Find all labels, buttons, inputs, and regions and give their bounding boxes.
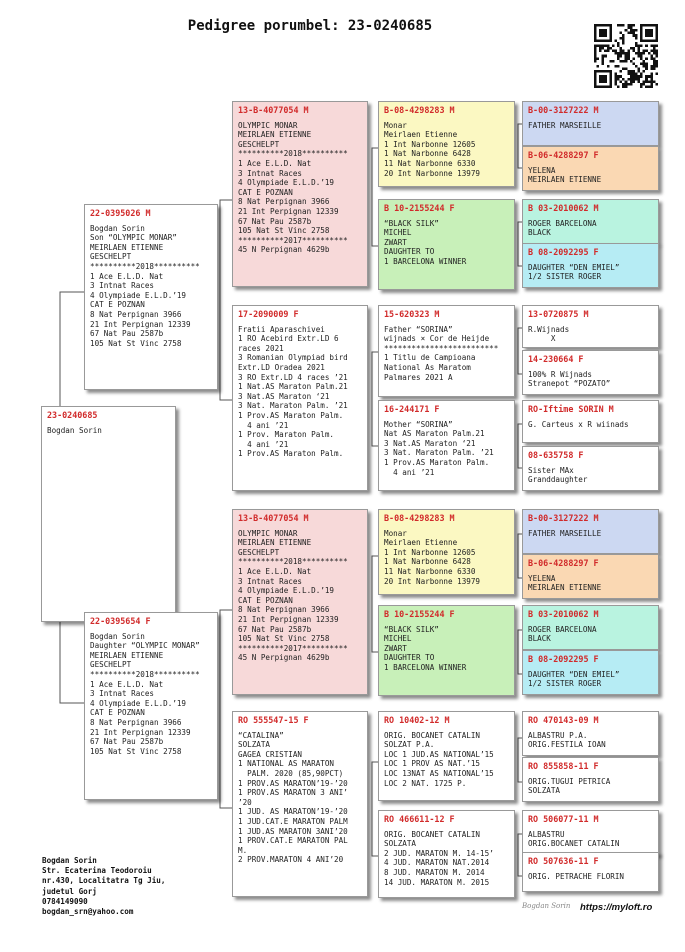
pigeon-details [384, 625, 510, 673]
pigeon-detail-line: ORIG. PETRACHE FLORIN [528, 871, 625, 881]
gen4-card-9[interactable] [522, 509, 659, 554]
pigeon-detail-line: 14 JUD. MARATON M. 2015 [384, 877, 490, 887]
pigeon-detail-line: ZWART [384, 237, 407, 247]
dam-ring-number: 22-0395654 F [90, 616, 151, 626]
pigeon-detail-line: 105 Nat St Vinc 2758 [90, 746, 182, 756]
pigeon-detail-line: 1 PROV.AS MARATON’19-’20 [238, 778, 348, 788]
pigeon-detail-line: ZWART [384, 643, 407, 653]
pigeon-detail-line: **********2018********** [90, 669, 200, 679]
ring-number: B-00-3127222 M [528, 513, 599, 523]
pigeon-details [238, 529, 363, 663]
pigeon-detail-line: 8 Nat Perpignan 3966 [238, 197, 330, 207]
pigeon-detail-line: 1/2 SISTER ROGER [528, 272, 602, 282]
pigeon-detail-line: 1 PROV.AS MARATON 3 ANI’ [238, 788, 348, 798]
pigeon-detail-line: MEIRLAEN ETIENNE [528, 175, 602, 185]
pigeon-details [528, 121, 654, 131]
pigeon-details [528, 731, 654, 750]
pigeon-detail-line: 1 Ace E.L.D. Nat [238, 158, 312, 168]
pigeon-detail-line: MEIRLAEN ETIENNE [528, 583, 602, 593]
pigeon-detail-line: 4 Olympiade E.L.D.’19 [90, 698, 187, 708]
pigeon-detail-line: YELENA [528, 165, 556, 175]
ring-number: 13-B-4077054 M [238, 513, 309, 523]
ring-number: 08-635758 F [528, 450, 584, 460]
pigeon-detail-line: CAT E POZNAN [238, 595, 293, 605]
dam-details [90, 632, 213, 757]
pigeon-detail-line: 3 Romanian Olympiad bird [238, 353, 348, 363]
pigeon-detail-line: 1 JUD.CAT.E MARATON PALM [238, 816, 348, 826]
ring-number: 13-B-4077054 M [238, 105, 309, 115]
pigeon-detail-line: Son “OLYMPIC MONAR” [90, 233, 177, 243]
pigeon-detail-line: LOC 2 NAT. 1725 P. [384, 778, 467, 788]
pigeon-detail-line: ORIG.TUGUI PETRICA [528, 776, 611, 786]
pigeon-detail-line: 3 Nat.AS Maraton ‘21 [384, 438, 476, 448]
pigeon-detail-line: 67 Nat Pau 2587b [90, 737, 164, 747]
pigeon-detail-line: 4 ani ’21 [238, 439, 289, 449]
pigeon-detail-line: “CATALINA” [238, 730, 284, 740]
gen4-card-16[interactable] [522, 852, 659, 892]
pigeon-detail-line: 8 Nat Perpignan 3966 [238, 605, 330, 615]
pigeon-detail-line: races 2021 [238, 343, 284, 353]
pigeon-detail-line: PALM. 2020 (85,90PCT) [238, 768, 344, 778]
pigeon-detail-line: BLACK [528, 634, 551, 644]
gen3-card-3[interactable] [378, 305, 515, 397]
pigeon-detail-line: 100% R Wijnads [528, 369, 593, 379]
ring-number: B 10-2155244 F [384, 609, 455, 619]
pigeon-detail-line: 1/2 SISTER ROGER [528, 679, 602, 689]
pigeon-detail-line: **********2017********** [238, 235, 348, 245]
pigeon-detail-line: 3 RO Extr.LD 4 races ’21 [238, 372, 348, 382]
pigeon-detail-line: SOLZATA [528, 786, 561, 796]
dam-card[interactable] [84, 612, 218, 800]
pigeon-detail-line: M. [238, 845, 248, 855]
pigeon-detail-line: 45 N Perpignan 4629b [238, 653, 330, 663]
ring-number: RO 855858-11 F [528, 761, 599, 771]
gen3-card-8[interactable] [378, 810, 515, 898]
pigeon-details [384, 121, 510, 179]
grandsire-maternal-card[interactable] [232, 509, 368, 695]
gen3-card-1[interactable] [378, 101, 515, 187]
pigeon-detail-line: 1 Nat.AS Maraton Palm.21 [238, 382, 348, 392]
pigeon-details [528, 166, 654, 185]
pigeon-detail-line: 2 PROV.MARATON 4 ANI’20 [238, 855, 344, 865]
pigeon-details [384, 420, 510, 478]
pigeon-detail-line: Bogdan Sorin [90, 223, 145, 233]
pigeon-detail-line: 8 JUD. MARATON M. 2014 [384, 867, 485, 877]
pigeon-detail-line: 1 PROV.CAT.E MARATON PAL [238, 836, 348, 846]
ring-number: B-08-4298283 M [384, 105, 455, 115]
pigeon-detail-line: MICHEL [384, 634, 412, 644]
pigeon-detail-line: CAT E POZNAN [90, 300, 145, 310]
pigeon-detail-line: 105 Nat St Vinc 2758 [238, 226, 330, 236]
gen4-card-7[interactable] [522, 400, 659, 443]
pigeon-detail-line: 1 NATIONAL AS MARATON [238, 759, 335, 769]
pigeon-detail-line: SOLZATA [384, 839, 417, 849]
pigeon-details [238, 731, 363, 865]
gen4-card-2[interactable] [522, 146, 659, 191]
pigeon-detail-line: Fratii Aparaschivei [238, 324, 325, 334]
gen3-card-5[interactable] [378, 509, 515, 595]
pigeon-detail-line: 1 Ace E.L.D. Nat [90, 271, 164, 281]
pigeon-detail-line: Monar [384, 120, 407, 130]
pigeon-detail-line: GESCHELPT [90, 660, 132, 670]
pigeon-detail-line: 4 Olympiade E.L.D.’19 [90, 290, 187, 300]
pigeon-detail-line: MEIRLAEN ETIENNE [90, 650, 164, 660]
ring-number: RO 506077-11 M [528, 814, 599, 824]
pigeon-detail-line: 3 Nat. Maraton Palm. ’21 [384, 448, 494, 458]
subject-card[interactable] [41, 406, 176, 622]
pigeon-detail-line: Sister MAx [528, 465, 574, 475]
gen4-card-4[interactable] [522, 243, 659, 288]
pigeon-details [238, 325, 363, 459]
pigeon-detail-line: ORIG.FESTILA IOAN [528, 740, 606, 750]
ring-number: 17-2090009 F [238, 309, 299, 319]
ring-number: B-06-4288297 F [528, 558, 599, 568]
pigeon-detail-line: ORIG. BOCANET CATALIN [384, 730, 481, 740]
ring-number: RO 466611-12 F [384, 814, 455, 824]
pigeon-detail-line: CAT E POZNAN [238, 187, 293, 197]
gen4-card-13[interactable] [522, 711, 659, 756]
pigeon-detail-line: DAUGHTER TO [384, 653, 435, 663]
pigeon-detail-line: 1 Titlu de Campioana [384, 353, 476, 363]
pigeon-details [528, 670, 654, 689]
sire-details [90, 224, 213, 349]
pigeon-detail-line: **********2018********** [238, 557, 348, 567]
ring-number: B-08-4298283 M [384, 513, 455, 523]
ring-number: 15-620323 M [384, 309, 440, 319]
pigeon-detail-line: 1 JUD. AS MARATON’19-’20 [238, 807, 348, 817]
gen3-card-4[interactable] [378, 400, 515, 491]
pigeon-detail-line: FATHER MARSEILLE [528, 528, 602, 538]
pigeon-detail-line: ALBASTRU P.A. [528, 730, 588, 740]
pigeon-detail-line: 105 Nat St Vinc 2758 [90, 338, 182, 348]
pigeon-detail-line: GESCHELPT [238, 139, 280, 149]
owner-locality: nr.430, Localitatra Tg Jiu, [42, 876, 166, 886]
pigeon-detail-line: 8 Nat Perpignan 3966 [90, 309, 182, 319]
pigeon-detail-line: National As Maratom [384, 362, 471, 372]
pigeon-details [528, 263, 654, 282]
pigeon-detail-line: 1 Nat Narbonne 6428 [384, 149, 471, 159]
pigeon-detail-line: OLYMPIC MONAR [238, 120, 298, 130]
pigeon-detail-line: 3 Nat. Maraton Palm. ’21 [238, 401, 348, 411]
pigeon-detail-line: Nat AS Maraton Palm.21 [384, 429, 485, 439]
pigeon-detail-line: **********2018********** [238, 149, 348, 159]
ring-number: RO 470143-09 M [528, 715, 599, 725]
pigeon-detail-line: MICHEL [384, 228, 412, 238]
pigeon-detail-line: 3 Intnat Races [238, 168, 303, 178]
pigeon-detail-line: 67 Nat Pau 2587b [90, 329, 164, 339]
pigeon-details [528, 370, 654, 389]
pigeon-detail-line: GESCHELPT [238, 547, 280, 557]
pigeon-detail-line: Daughter “OLYMPIC MONAR” [90, 641, 200, 651]
owner-phone: 0784149090 [42, 896, 88, 906]
pigeon-detail-line: ORIG. BOCANET CATALIN [384, 829, 481, 839]
pigeon-detail-line: OLYMPIC MONAR [238, 528, 298, 538]
pigeon-detail-line: **********2017********** [238, 643, 348, 653]
subject-ring-number: 23-0240685 [47, 410, 98, 420]
pigeon-detail-line: 4 ani ’21 [238, 420, 289, 430]
pigeon-detail-line: 1 Int Narbonne 12605 [384, 139, 476, 149]
pigeon-detail-line: 67 Nat Pau 2587b [238, 624, 312, 634]
ring-number: B 03-2010062 M [528, 609, 599, 619]
pigeon-detail-line: 8 Nat Perpignan 3966 [90, 717, 182, 727]
gen4-card-12[interactable] [522, 650, 659, 695]
pigeon-detail-line: ’20 [238, 797, 252, 807]
pigeon-detail-line: Meirlaen Etienne [384, 538, 458, 548]
pigeon-detail-line: GESCHELPT [90, 252, 132, 262]
pigeon-detail-line: 11 Nat Narbonne 6330 [384, 158, 476, 168]
owner-email[interactable]: bogdan_srn@yahoo.com [42, 907, 134, 917]
ring-number: B-00-3127222 M [528, 105, 599, 115]
pigeon-detail-line: FATHER MARSEILLE [528, 120, 602, 130]
grandsire-paternal-card[interactable] [232, 101, 368, 287]
granddam-maternal-card[interactable] [232, 711, 368, 897]
pigeon-detail-line: CAT E POZNAN [90, 708, 145, 718]
ring-number: 14-230664 F [528, 354, 584, 364]
pigeon-detail-line: Palmares 2021 A [384, 372, 453, 382]
pigeon-detail-line: DAUGHTER TO [384, 247, 435, 257]
pigeon-detail-line: SOLZATA [238, 740, 271, 750]
pigeon-details [528, 574, 654, 593]
pigeon-detail-line: 45 N Perpignan 4629b [238, 245, 330, 255]
pigeon-detail-line: G. Carteus x R wiinads [528, 419, 629, 429]
ring-number: B-06-4288297 F [528, 150, 599, 160]
gen4-card-10[interactable] [522, 554, 659, 599]
ring-number: B 03-2010062 M [528, 203, 599, 213]
pigeon-detail-line: 1 Ace E.L.D. Nat [90, 679, 164, 689]
pigeon-detail-line: 1 Ace E.L.D. Nat [238, 566, 312, 576]
pigeon-detail-line: LOC 1 JUD.AS NATIONAL’15 [384, 749, 494, 759]
pigeon-detail-line: wijnads × Cor de Heijde [384, 334, 490, 344]
pigeon-detail-line: 1 Prov.AS Maraton Palm. [238, 449, 344, 459]
pigeon-detail-line: 2 JUD. MARATON M. 14-15’ [384, 848, 494, 858]
gen4-card-5[interactable] [522, 305, 659, 348]
gen4-card-1[interactable] [522, 101, 659, 146]
pigeon-detail-line: R.Wijnads [528, 324, 570, 334]
pigeon-detail-line: Mother “SORINA” [384, 419, 453, 429]
ring-number: RO-Iftime SORIN M [528, 404, 614, 414]
pigeon-details [528, 625, 654, 644]
pigeon-detail-line: MEIRLAEN ETIENNE [90, 242, 164, 252]
pigeon-detail-line: ROGER BARCELONA [528, 218, 597, 228]
pigeon-detail-line: ORIG.BOCANET CATALIN [528, 839, 620, 849]
pigeon-detail-line: ROGER BARCELONA [528, 624, 597, 634]
pigeon-detail-line: LOC 1 PROV AS NAT.’15 [384, 759, 481, 769]
ring-number: B 08-2092295 F [528, 247, 599, 257]
pigeon-details [528, 777, 654, 796]
pigeon-details [528, 830, 654, 849]
pigeon-detail-line: MEIRLAEN ETIENNE [238, 538, 312, 548]
owner-signature: Bogdan Sorin [522, 902, 571, 910]
pigeon-detail-line: SOLZAT P.A. [384, 740, 435, 750]
pigeon-details [238, 121, 363, 255]
pigeon-detail-line: Extr.LD Oradea 2021 [238, 362, 325, 372]
pigeon-details [384, 325, 510, 383]
pigeon-detail-line: 1 Prov.AS Maraton Palm. [238, 410, 344, 420]
pigeon-detail-line: ALBASTRU [528, 829, 565, 839]
pigeon-detail-line: 21 Int Perpignan 12339 [238, 206, 339, 216]
pigeon-details [528, 420, 654, 430]
pigeon-detail-line: 1 BARCELONA WINNER [384, 256, 467, 266]
pigeon-details [384, 731, 510, 789]
pigeon-detail-line: DAUGHTER “DEN EMIEL” [528, 262, 620, 272]
owner-street: Str. Ecaterina Teodoroiu [42, 866, 152, 876]
gen4-card-8[interactable] [522, 446, 659, 491]
ring-number: 16-244171 F [384, 404, 440, 414]
pigeon-detail-line: 1 Prov.AS Maraton Palm. [384, 457, 490, 467]
pigeon-details [384, 219, 510, 267]
pigeon-detail-line: 11 Nat Narbonne 6330 [384, 566, 476, 576]
pigeon-detail-line: DAUGHTER “DEN EMIEL” [528, 669, 620, 679]
pigeon-detail-line: 4 ani ’21 [384, 467, 435, 477]
pigeon-detail-line: 3 Intnat Races [90, 689, 155, 699]
ring-number: RO 507636-11 F [528, 856, 599, 866]
pigeon-detail-line: 67 Nat Pau 2587b [238, 216, 312, 226]
pigeon-detail-line: Granddaughter [528, 475, 588, 485]
pigeon-detail-line: Meirlaen Etienne [384, 130, 458, 140]
ring-number: B 08-2092295 F [528, 654, 599, 664]
gen4-card-15[interactable] [522, 810, 659, 855]
owner-name: Bogdan Sorin [42, 856, 97, 865]
pigeon-detail-line: Bogdan Sorin [90, 631, 145, 641]
pigeon-detail-line: 1 RO Acebird Extr.LD 6 [238, 334, 339, 344]
pigeon-details [528, 466, 654, 485]
pigeon-details [528, 325, 654, 344]
pigeon-detail-line: BLACK [528, 228, 551, 238]
pigeon-detail-line: 21 Int Perpignan 12339 [238, 614, 339, 624]
owner-contact-block [42, 856, 165, 917]
subject-owner: Bogdan Sorin [47, 425, 102, 435]
pigeon-detail-line: 3 Intnat Races [90, 281, 155, 291]
pigeon-detail-line: 20 Int Narbonne 13979 [384, 576, 481, 586]
sire-ring-number: 22-0395026 M [90, 208, 151, 218]
gen3-card-7[interactable] [378, 711, 515, 801]
pigeon-detail-line: **********2018********** [90, 261, 200, 271]
pigeon-details [384, 529, 510, 587]
owner-county: judetul Gorj [42, 886, 97, 896]
qr-code [594, 24, 658, 88]
pigeon-detail-line: 4 JUD. MARATON NAT.2014 [384, 858, 490, 868]
pigeon-detail-line: “BLACK SILK” [384, 624, 439, 634]
pigeon-detail-line: YELENA [528, 573, 556, 583]
gen4-card-3[interactable] [522, 199, 659, 244]
pigeon-detail-line: LOC 13NAT AS NATIONAL’15 [384, 768, 494, 778]
pigeon-detail-line: Monar [384, 528, 407, 538]
pigeon-details [528, 872, 654, 882]
pigeon-detail-line: 4 Olympiade E.L.D.’19 [238, 586, 335, 596]
page-title: Pedigree porumbel: 23-0240685 [187, 18, 433, 34]
pigeon-detail-line: 1 BARCELONA WINNER [384, 662, 467, 672]
website-link[interactable]: https://myloft.ro [580, 902, 653, 913]
gen4-card-14[interactable] [522, 757, 659, 802]
pigeon-detail-line: “BLACK SILK” [384, 218, 439, 228]
pigeon-detail-line: GAGEA CRISTIAN [238, 749, 303, 759]
ring-number: RO 10402-12 M [384, 715, 450, 725]
pigeon-detail-line: 105 Nat St Vinc 2758 [238, 634, 330, 644]
pigeon-detail-line: ************************* [384, 343, 499, 353]
pigeon-detail-line: 3 Intnat Races [238, 576, 303, 586]
pigeon-detail-line: 20 Int Narbonne 13979 [384, 168, 481, 178]
pigeon-detail-line: X [528, 334, 556, 344]
pigeon-detail-line: 4 Olympiade E.L.D.’19 [238, 178, 335, 188]
granddam-paternal-card[interactable] [232, 305, 368, 491]
pigeon-detail-line: 21 Int Perpignan 12339 [90, 319, 191, 329]
gen4-card-11[interactable] [522, 605, 659, 650]
pigeon-details [528, 529, 654, 539]
ring-number: RO 555547-15 F [238, 715, 309, 725]
gen4-card-6[interactable] [522, 350, 659, 395]
sire-card[interactable] [84, 204, 218, 390]
pigeon-detail-line: Stranepot “POZATO” [528, 379, 611, 389]
pigeon-detail-line: 3 Nat.AS Maraton ‘21 [238, 391, 330, 401]
pigeon-detail-line: Father “SORINA” [384, 324, 453, 334]
ring-number: B 10-2155244 F [384, 203, 455, 213]
pigeon-detail-line: MEIRLAEN ETIENNE [238, 130, 312, 140]
pigeon-detail-line: 1 Prov. Maraton Palm. [238, 430, 335, 440]
pigeon-details [528, 219, 654, 238]
pigeon-detail-line: 1 Nat Narbonne 6428 [384, 557, 471, 567]
ring-number: 13-0720875 M [528, 309, 589, 319]
pigeon-details [384, 830, 510, 888]
gen3-card-6[interactable] [378, 605, 515, 696]
pigeon-detail-line: 21 Int Perpignan 12339 [90, 727, 191, 737]
pigeon-detail-line: 1 Int Narbonne 12605 [384, 547, 476, 557]
pigeon-detail-line: 1 JUD.AS MARATON 3ANI’20 [238, 826, 348, 836]
gen3-card-2[interactable] [378, 199, 515, 290]
